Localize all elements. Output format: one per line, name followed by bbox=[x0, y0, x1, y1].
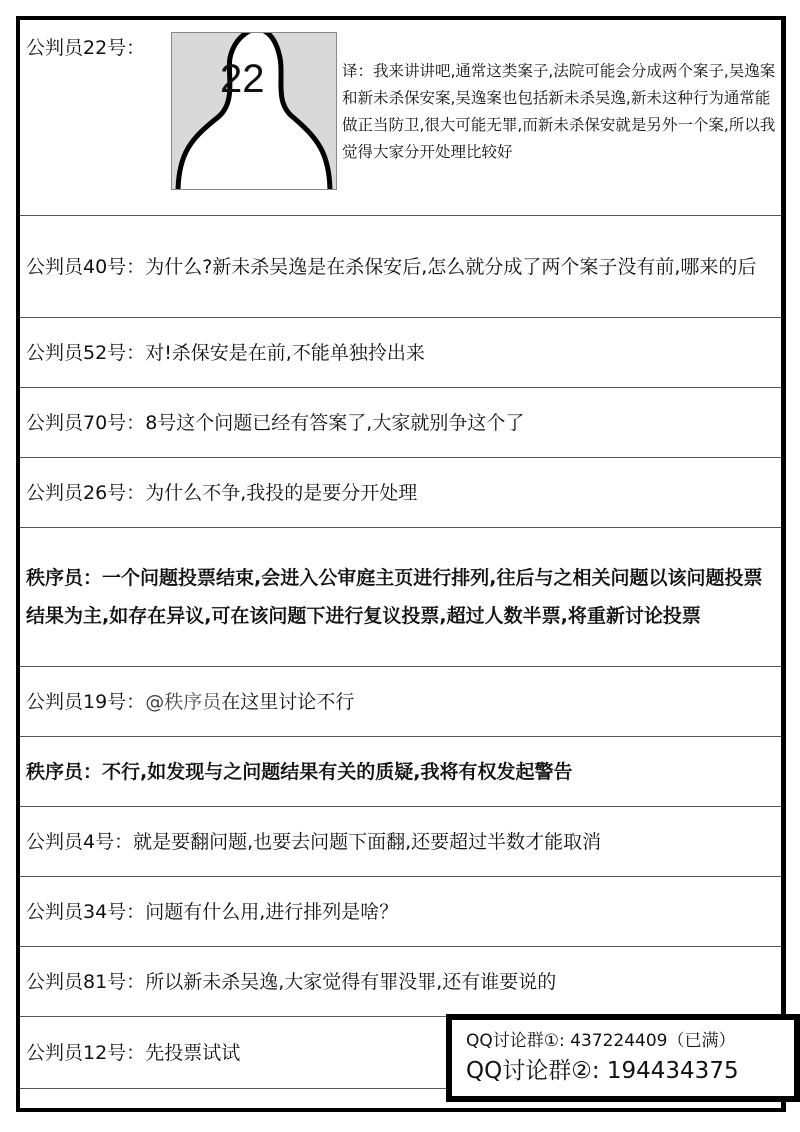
translation-text: 译：我来讲讲吧,通常这类案子,法院可能会分成两个案子,吴逸案和新未杀保安案,吴逸案也包括新未杀吴逸,新未这种行为通常能做正当防卫,很大可能无罪,而新未杀保安就是另外一个案,所以我觉得大家分开处理比较好 bbox=[342, 62, 776, 161]
post bbox=[20, 807, 781, 877]
message: 为什么不争,我投的是要分开处理 bbox=[145, 481, 418, 504]
post bbox=[20, 947, 781, 1017]
post bbox=[20, 388, 781, 458]
message: 不行,如发现与之问题结果有关的质疑,我将有权发起警告 bbox=[102, 760, 573, 783]
moderator-post bbox=[20, 737, 781, 807]
message: 就是要翻问题,也要去问题下面翻,还要超过半数才能取消 bbox=[133, 830, 602, 853]
speaker: 公判员12号： bbox=[26, 1041, 146, 1064]
message: 在这里讨论不行 bbox=[221, 690, 355, 713]
speaker: 公判员34号： bbox=[26, 900, 146, 923]
post bbox=[20, 877, 781, 947]
moderator-post bbox=[20, 528, 781, 667]
post bbox=[20, 318, 781, 388]
speaker: 公判员26号： bbox=[26, 481, 146, 504]
mention-link[interactable]: @秩序员 bbox=[145, 690, 222, 713]
message: 为什么?新未杀吴逸是在杀保安后,怎么就分成了两个案子没有前,哪来的后 bbox=[145, 255, 757, 278]
post bbox=[20, 667, 781, 737]
post bbox=[20, 458, 781, 528]
speaker: 公判员19号： bbox=[26, 690, 146, 713]
avatar-number: 22 bbox=[220, 57, 265, 101]
speaker: 公判员52号： bbox=[26, 341, 146, 364]
qq-group-2: QQ讨论群②: 194434375 bbox=[466, 1058, 739, 1084]
avatar bbox=[171, 32, 337, 190]
speaker: 公判员22号： bbox=[26, 37, 146, 59]
speaker: 公判员40号： bbox=[26, 255, 146, 278]
speaker: 秩序员： bbox=[26, 760, 103, 783]
speaker: 秩序员： bbox=[26, 567, 103, 589]
post-juror-22 bbox=[20, 20, 781, 216]
qq-group-1: QQ讨论群①: 437224409（已满） bbox=[466, 1031, 736, 1051]
message: 8号这个问题已经有答案了,大家就别争这个了 bbox=[145, 411, 525, 434]
speaker: 公判员81号： bbox=[26, 970, 146, 993]
message: 问题有什么用,进行排列是啥？ bbox=[145, 900, 399, 923]
post bbox=[20, 216, 781, 318]
message: 先投票试试 bbox=[145, 1041, 241, 1064]
message: 一个问题投票结束,会进入公审庭主页进行排列,往后与之相关问题以该问题投票结果为主,如存在异议,可在该问题下进行复议投票,超过人数半票,将重新讨论投票 bbox=[26, 567, 763, 627]
comment-thread bbox=[16, 16, 786, 1112]
speaker: 公判员4号： bbox=[26, 830, 134, 853]
message: 对!杀保安是在前,不能单独拎出来 bbox=[145, 341, 425, 364]
qq-group-box bbox=[446, 1014, 800, 1102]
message: 所以新未杀吴逸,大家觉得有罪没罪,还有谁要说的 bbox=[145, 970, 557, 993]
speaker: 公判员70号： bbox=[26, 411, 146, 434]
